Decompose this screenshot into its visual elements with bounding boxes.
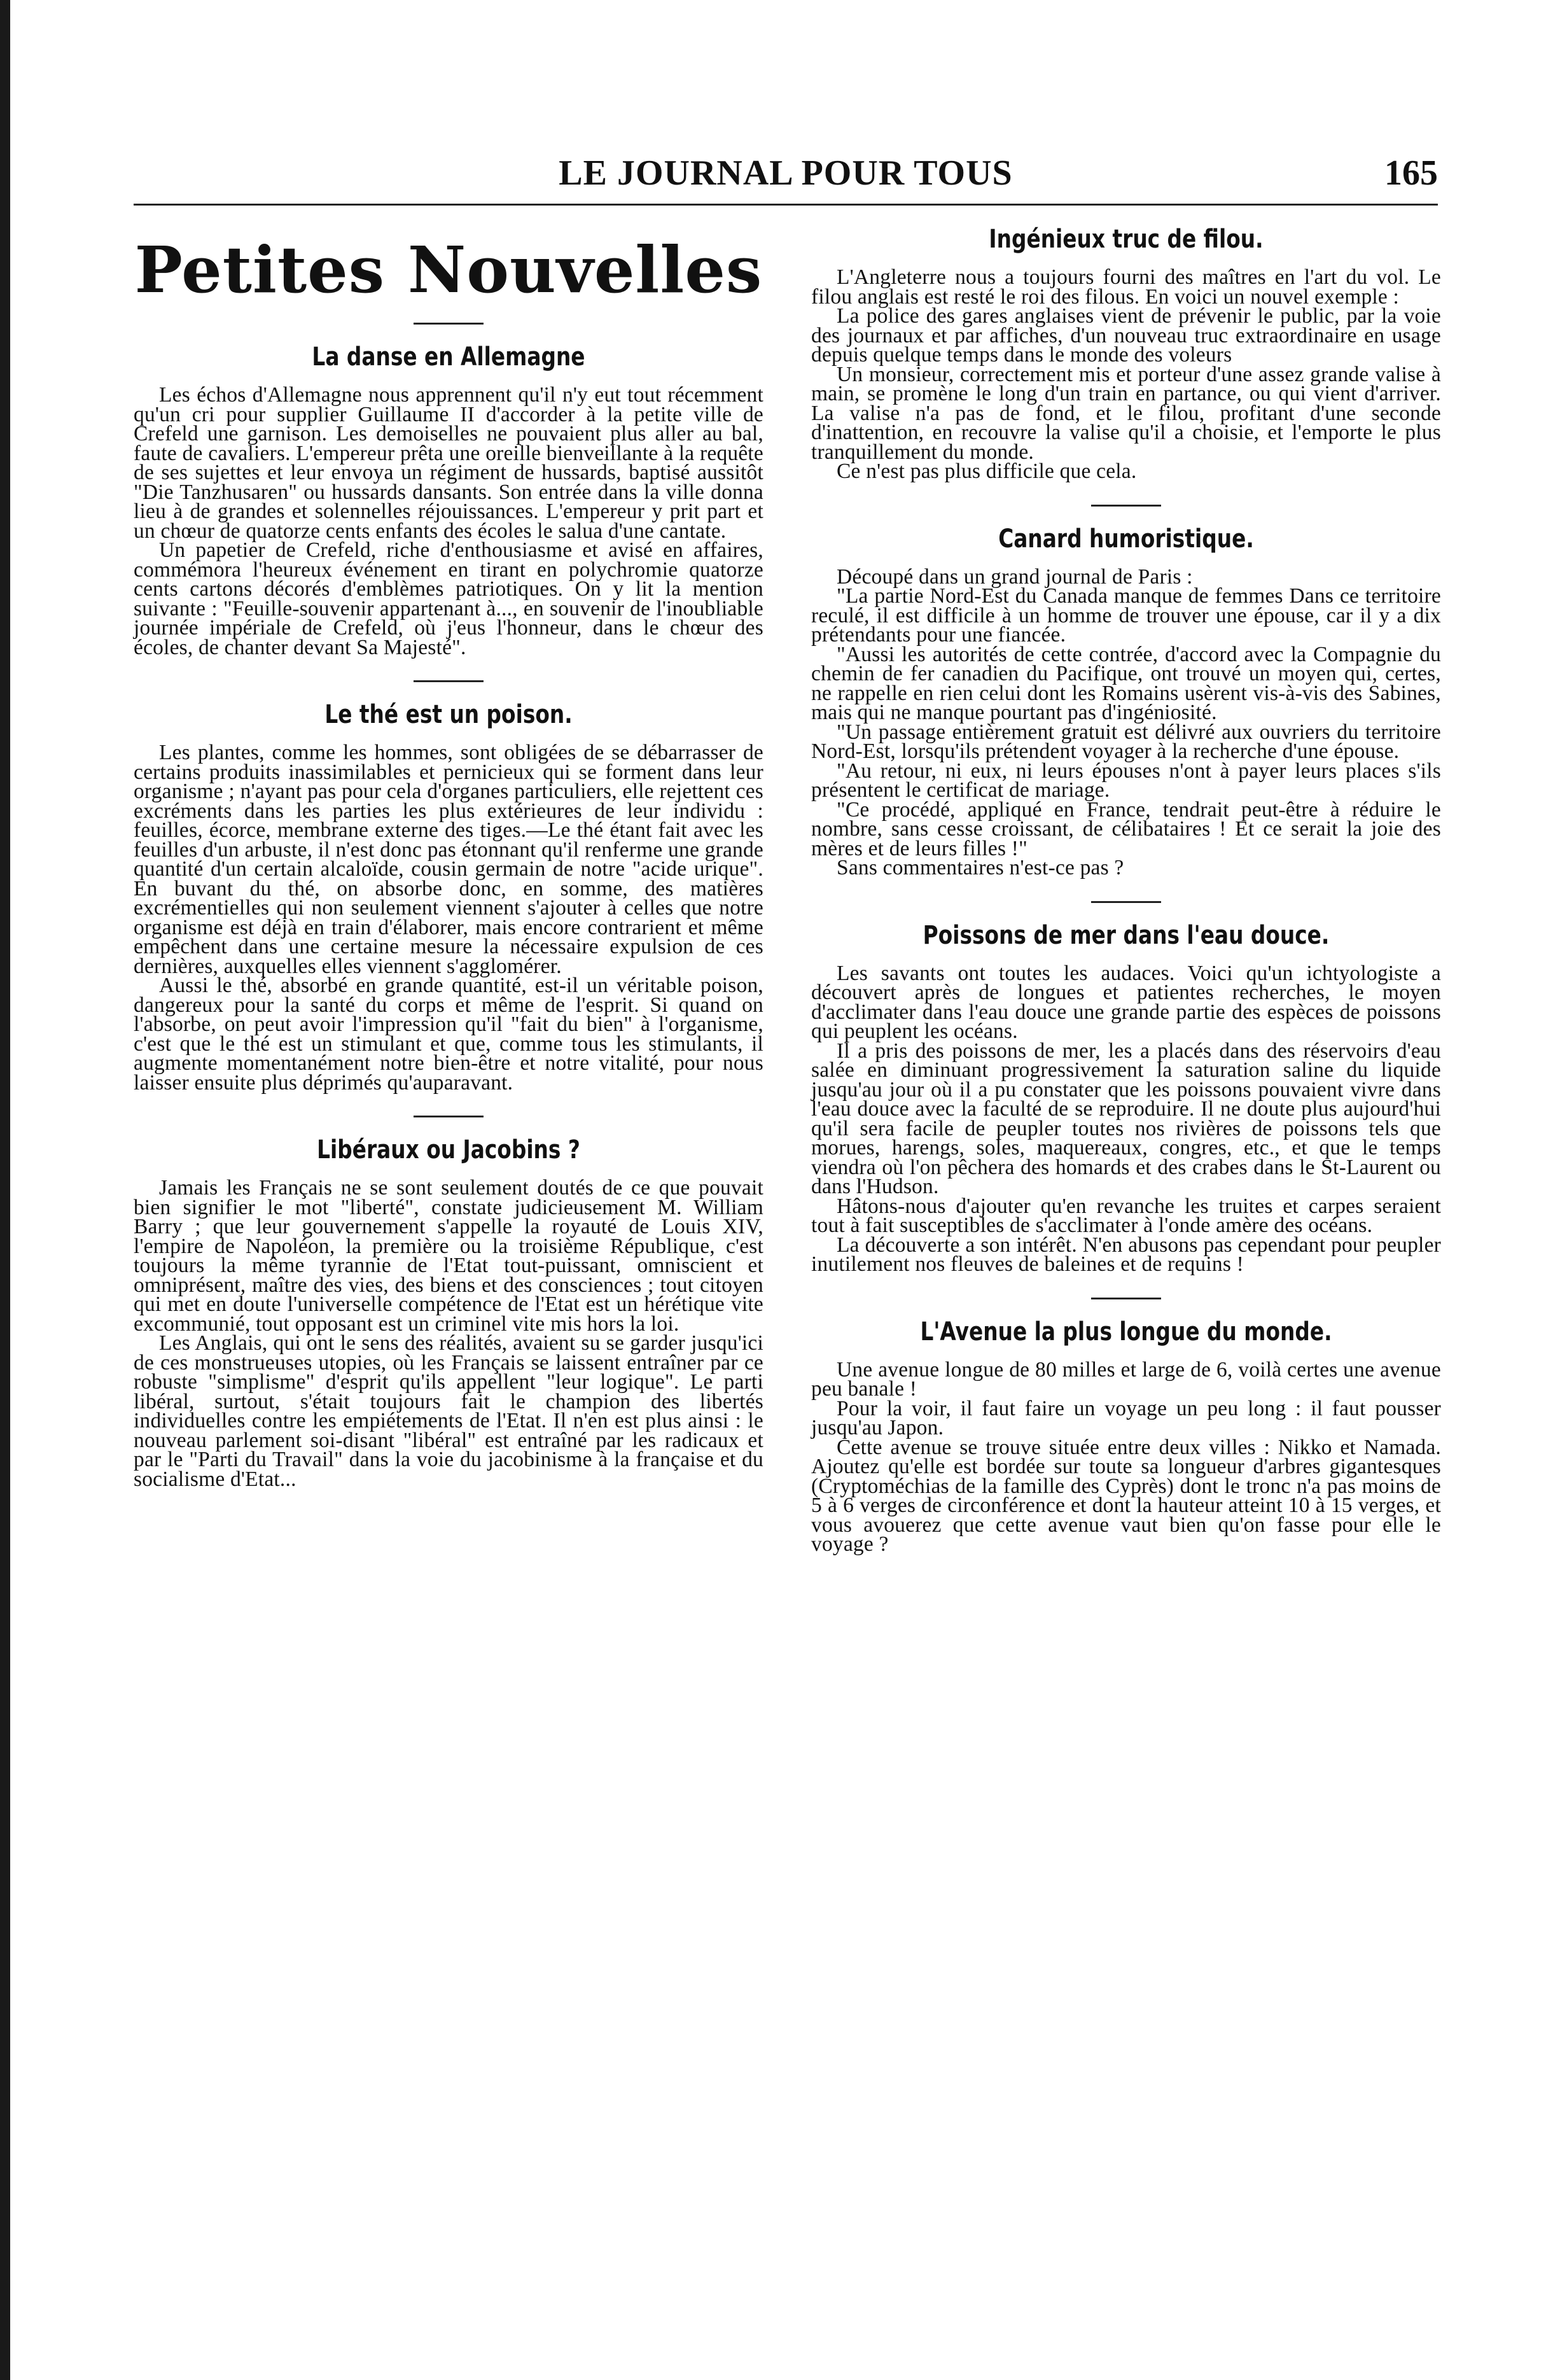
article-heading: L'Avenue la plus longue du monde. — [920, 1317, 1332, 1347]
article-heading: Libéraux ou Jacobins ? — [317, 1135, 580, 1165]
article-paragraph: Un monsieur, correctement mis et porteur d'une assez grande valise à main, se promène le long d'un train en partance, ou qui vient d'arriver. La valise n'a pas de fond, et le filou, profitant d'une seconde d'inattention, en recouvre la valise qu'il a choisie, et l'emporte le plus tranquillement du monde. — [811, 362, 1441, 464]
binding-edge — [0, 0, 10, 2380]
divider — [1091, 505, 1161, 507]
article-paragraph: Aussi le thé, absorbé en grande quantité, est-il un véritable poison, dangereux pour la santé du corps et même de l'esprit. Si quand on l'absorbe, on peut avoir l'impression qu'il "fait du bien" à l'organisme, c'est que le thé est un stimulant et que, comme tous les stimulants, il augmente momentanément notre bien-être et notre vitalité, pour nous laisser ensuite plus déprimés qu'auparavant. — [134, 974, 763, 1095]
article-paragraph: Sans commentaires n'est-ce pas ? — [837, 856, 1124, 879]
article-heading: Poissons de mer dans l'eau douce. — [923, 920, 1330, 950]
article-paragraph: "Aussi les autorités de cette contrée, d'accord avec la Compagnie du chemin de fer canadien du Pacifique, ont trouvé un moyen qui, certes, ne rappelle en rien celui dont les Romains usèrent vis-à-vis des Sabines, mais qui ne manque pourtant pas d'ingéniosité. — [811, 642, 1441, 724]
article-paragraph: Ce n'est pas plus difficile que cela. — [837, 459, 1137, 483]
right-column — [811, 220, 1441, 1578]
divider — [414, 1116, 484, 1117]
article-paragraph: Pour la voir, il faut faire un voyage un peu long : il faut pousser jusqu'au Japon. — [811, 1396, 1441, 1439]
article-liberaux — [134, 1135, 763, 1489]
divider — [1091, 901, 1161, 903]
article-paragraph: Les plantes, comme les hommes, sont obligées de se débarrasser de certains produits inassimilables et pernicieux qui se forment dans leur organisme ; n'ayant pas pour cela d'organes particuliers, elle rejettent ces excréments dans les parties les plus extérieures de leur individu : feuilles, écorce, membrane externe des tiges.—Le thé étant fait avec les feuilles d'un arbuste, il n'est donc pas étonnant qu'il renferme une grande quantité d'un certain alcaloïde, cousin germain de notre "acide urique". En buvant du thé, on absorbe donc, en somme, des matières excrémentielles qui non seulement viennent s'ajouter à celles que notre organisme est déjà en train d'élaborer, mais encore contrarient et même empêchent dans une certaine mesure la nécessaire expulsion de ces dernières, auxquelles elles viennent s'agglomérer. — [134, 741, 763, 978]
page-number: 165 — [1384, 153, 1438, 193]
article-paragraph: "Au retour, ni eux, ni leurs épouses n'ont à payer leurs places s'ils présentent le certificat de mariage. — [811, 759, 1441, 802]
article-heading: Canard humoristique. — [998, 524, 1254, 554]
article-paragraph: Jamais les Français ne se sont seulement doutés de ce que pouvait bien signifier le mot "liberté", constate judicieusement M. William Barry ; que leur gouvernement s'appelle la royauté de Louis XIV, l'empire de Napoléon, la première ou la troisième République, c'est toujours la même tyrannie de l'Etat tout-puissant, omniscient et omniprésent, maître des vies, des biens et des consciences ; tout citoyen qui met en doute l'universelle compétence de l'Etat est un hérétique vite excommunié, tout opposant est un criminel vite mis hors la loi. — [134, 1176, 763, 1336]
article-paragraph: L'Angleterre nous a toujours fourni des maîtres en l'art du vol. Le filou anglais est resté le roi des filous. En voici un nouvel exemple : — [811, 265, 1441, 309]
header-rule — [134, 204, 1438, 206]
divider — [414, 680, 484, 682]
article-heading: Le thé est un poison. — [324, 700, 573, 729]
divider — [414, 323, 484, 325]
section-title: Petites Nouvelles — [134, 232, 763, 307]
article-poissons — [811, 921, 1441, 1275]
article-filou — [811, 225, 1441, 482]
article-paragraph: Les Anglais, qui ont le sens des réalités, avaient su se garder jusqu'ici de ces monstrueuses utopies, où les Français se laissent entraîner par ce robuste "simplisme" d'esprit qu'ils appellent "leur logique". Le parti libéral, surtout, s'était toujours fait le champion des libertés individuelles contre les empiétements de l'Etat. Il n'en est plus ainsi : le nouveau parlement soi-disant "libéral" est entraîné par les radicaux et par le "Parti du Travail" dans la voie du jacobinisme à la française et du socialisme d'Etat... — [134, 1331, 763, 1491]
article-paragraph: Cette avenue se trouve située entre deux villes : Nikko et Namada. Ajoutez qu'elle est bordée sur toute sa longueur d'arbres gigantesques (Cryptoméchias de la famille des Cyprès) dont le tronc n'a pas moins de 5 à 6 verges de circonférence et dont la hauteur atteint 10 à 15 verges, et vous avouerez que cette avenue vaut bien qu'on fasse pour elle le voyage ? — [811, 1435, 1441, 1556]
article-paragraph: Les échos d'Allemagne nous apprennent qu'il n'y eut tout récemment qu'un cri pour supplier Guillaume II d'accorder à la petite ville de Crefeld une garnison. Les demoiselles ne pouvaient plus aller au bal, faute de cavaliers. L'empereur prêta une oreille bienveillante à la requête de ses sujettes et leur envoya un régiment de hussards, baptisé aussitôt "Die Tanzhusaren" ou hussards dansants. Son entrée dans la ville donna lieu à de grandes et solennelles réjouissances. L'empereur y prit part et un chœur de quatorze cents enfants des écoles le salua d'une cantate. — [134, 383, 763, 543]
article-heading: Ingénieux truc de filou. — [989, 225, 1264, 254]
article-paragraph: "Ce procédé, appliqué en France, tendrait peut-être à réduire le nombre, sans cesse croissant, de célibataires ! Et ce serait la joie des mères et de leurs filles !" — [811, 797, 1441, 860]
article-canard — [811, 524, 1441, 878]
article-paragraph: Hâtons-nous d'ajouter qu'en revanche les truites et carpes seraient tout à fait susceptibles de s'acclimater à l'onde amère des océans. — [811, 1194, 1441, 1237]
article-paragraph: "Un passage entièrement gratuit est délivré aux ouvriers du territoire Nord-Est, lorsqu'ils prétendent voyager à la recherche d'une épouse. — [811, 720, 1441, 763]
article-paragraph: La découverte a son intérêt. N'en abusons pas cependant pour peupler inutilement nos fleuves de baleines et de requins ! — [811, 1233, 1441, 1276]
article-heading: La danse en Allemagne — [312, 342, 585, 372]
article-paragraph: "La partie Nord-Est du Canada manque de femmes Dans ce territoire reculé, il est difficile à un homme de trouver une épouse, car il y a dix prétendants pour une fiancée. — [811, 584, 1441, 647]
divider — [1091, 1298, 1161, 1299]
article-paragraph: Une avenue longue de 80 milles et large de 6, voilà certes une avenue peu banale ! — [811, 1357, 1441, 1401]
article-avenue — [811, 1317, 1441, 1555]
left-column — [134, 220, 763, 1512]
article-paragraph: La police des gares anglaises vient de prévenir le public, par la voie des journaux et par affiches, d'un nouveau truc extraordinaire en usage depuis quelque temps dans le monde des voleurs — [811, 304, 1441, 367]
article-paragraph: Les savants ont toutes les audaces. Voici qu'un ichtyologiste a découvert après de longues et patientes recherches, le moyen d'acclimater dans l'eau douce une grande partie des espèces de poissons qui peuplent les océans. — [811, 961, 1441, 1043]
page-header — [134, 153, 1438, 204]
article-danse — [134, 342, 763, 657]
article-paragraph: Il a pris des poissons de mer, les a placés dans des réservoirs d'eau salée en diminuant progressivement la saturation saline du liquide jusqu'au jour où il a pu constater que les poissons pouvaient vivre dans l'eau douce avec la faculté de se reproduire. Il ne doute plus aujourd'hui qu'il sera facile de peupler toutes nos rivières de poissons tels que morues, harengs, soles, maquereaux, congres, etc., et que le temps viendra où l'on pêchera des homards et des crabes dans le St-Laurent ou dans l'Hudson. — [811, 1039, 1441, 1198]
journal-title: LE JOURNAL POUR TOUS — [559, 153, 1013, 193]
article-the — [134, 700, 763, 1093]
article-paragraph: Découpé dans un grand journal de Paris : — [837, 564, 1193, 589]
article-paragraph: Un papetier de Crefeld, riche d'enthousiasme et avisé en affaires, commémora l'heureux événement en tirant en polychromie quatorze cents cartons décorés d'emblèmes patriotiques. On y lit la mention suivante : "Feuille-souvenir appartenant à..., en souvenir de l'inoubliable journée impériale de Crefeld, où j'eus l'honneur, dans le chœur des écoles, de chanter devant Sa Majesté". — [134, 538, 763, 659]
